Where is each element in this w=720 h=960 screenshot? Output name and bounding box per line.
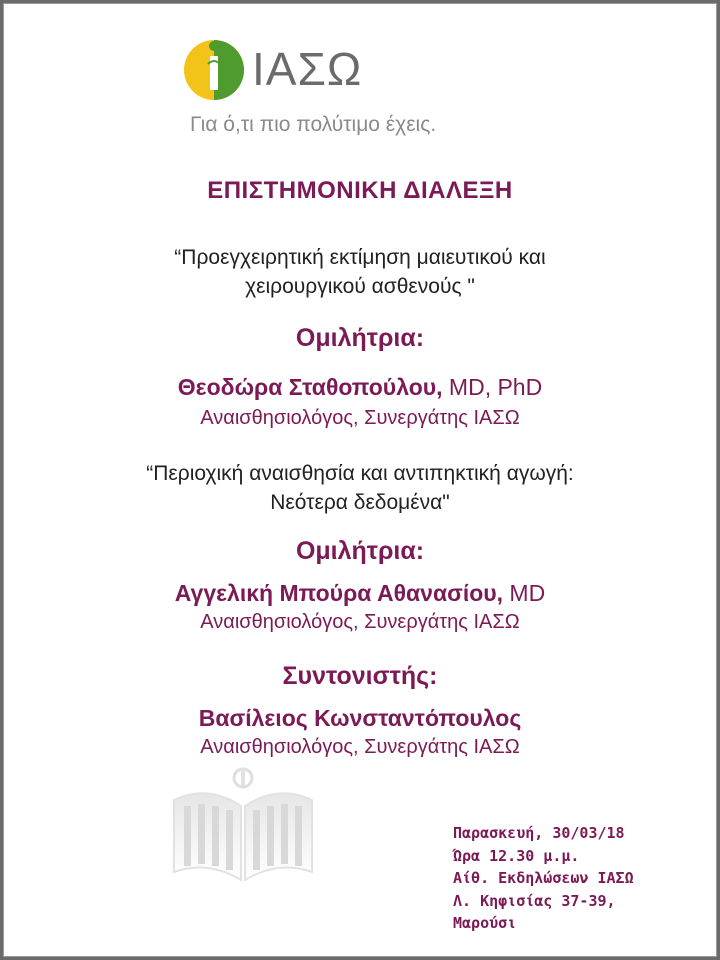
event-venue: Αίθ. Εκδηλώσεων ΙΑΣΩ <box>453 869 634 887</box>
brand-tagline: Για ό,τι πιο πολύτιμο έχεις. <box>190 113 437 136</box>
event-address: Λ. Κηφισίας 37-39, <box>453 891 616 910</box>
talk-2-title <box>0 459 720 517</box>
event-city: Μαρούσι <box>453 914 517 932</box>
talk-1-speaker <box>0 374 720 401</box>
event-heading: ΕΠΙΣΤΗΜΟΝΙΚΗ ΔΙΑΛΕΞΗ <box>207 177 513 204</box>
coordinator-label: Συντονιστής: <box>282 662 438 690</box>
event-date: Παρασκευή, 30/03/18 <box>453 824 625 842</box>
talk-2-speaker-degree: MD <box>503 580 546 606</box>
talk-1-speaker-name: Θεοδώρα Σταθοπούλου, <box>177 374 443 400</box>
event-info <box>453 822 634 935</box>
talk-2-title-line-1: “Περιοχική αναισθησία και αντιπηκτική αγωγή: <box>146 462 574 485</box>
event-time: Ώρα 12.30 μ.μ. <box>453 846 580 865</box>
brand-name: ΙΑΣΩ <box>252 43 363 95</box>
talk-2-speaker-label: Ομιλήτρια: <box>295 537 425 565</box>
talk-1-speaker-label-text: Ομιλήτρια <box>295 324 416 352</box>
talk-2-speaker-name: Αγγελική Μπούρα Αθανασίου, <box>174 580 504 606</box>
open-book-watermark-icon <box>168 762 318 894</box>
coordinator-name: Βασίλειος Κωνσταντόπουλος <box>198 705 522 731</box>
talk-1-speaker-label-colon: : <box>415 324 425 352</box>
iaso-logo-icon <box>182 34 246 102</box>
talk-1-speaker-role: Αναισθησιολόγος, Συνεργάτης ΙΑΣΩ <box>200 407 520 429</box>
coordinator-role: Αναισθησιολόγος, Συνεργάτης ΙΑΣΩ <box>200 736 520 758</box>
talk-1-speaker-label <box>0 324 720 353</box>
talk-2-title-line-2: Νεότερα δεδομένα" <box>270 491 450 514</box>
talk-1-speaker-degree: MD, PhD <box>442 374 543 400</box>
talk-1-title-line-2: χειρουργικού ασθενούς " <box>245 275 475 298</box>
talk-1-title <box>0 243 720 301</box>
talk-2-speaker-role: Αναισθησιολόγος, Συνεργάτης ΙΑΣΩ <box>200 611 520 633</box>
talk-2-speaker <box>0 580 720 607</box>
talk-1-title-line-1: “Προεγχειρητική εκτίμηση μαιευτικού και <box>174 246 546 269</box>
